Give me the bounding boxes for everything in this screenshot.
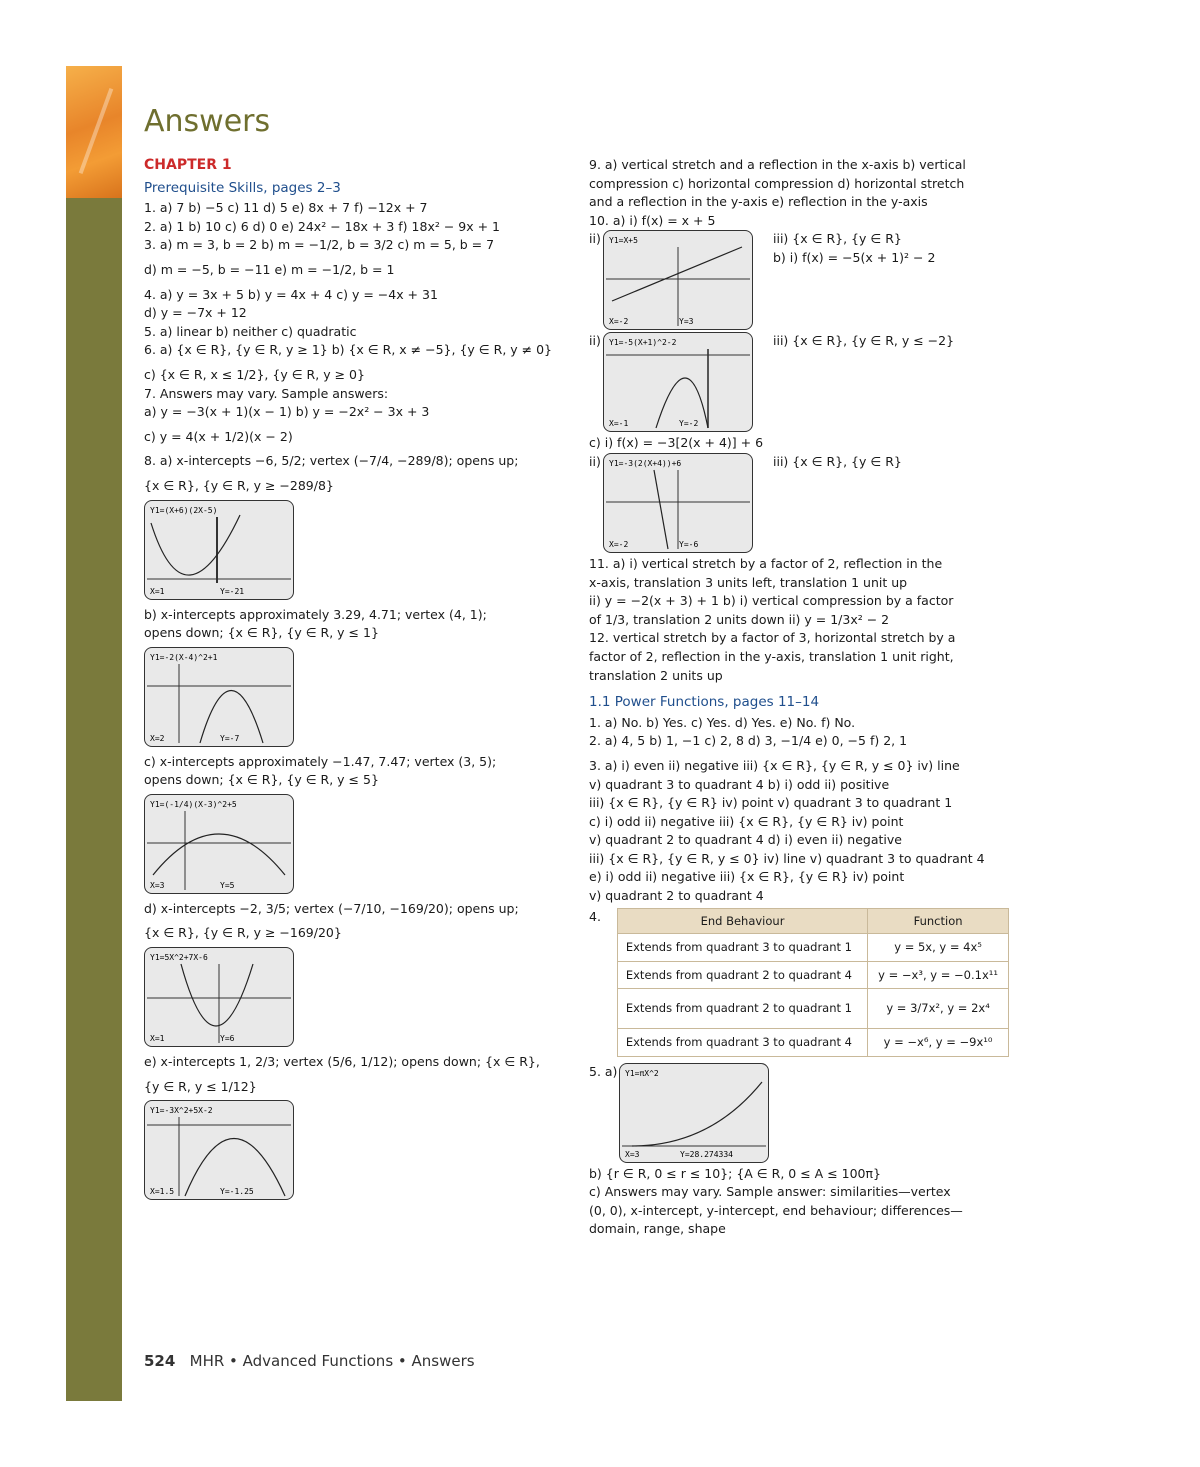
answer-line: opens down; {x ∈ R}, {y ∈ R, y ≤ 1} bbox=[144, 625, 379, 641]
calc-y-readout: Y=3 bbox=[679, 317, 694, 327]
answer-line: v) quadrant 2 to quadrant 4 d) i) even ii) negative bbox=[589, 832, 902, 848]
page-number: 524 bbox=[144, 1352, 176, 1370]
answer-line: factor of 2, reflection in the y-axis, translation 1 unit right, bbox=[589, 648, 954, 664]
calc-equation: Y1=-3(2(X+4))+6 bbox=[609, 458, 682, 468]
answer-line: d) y = −7x + 12 bbox=[144, 305, 247, 321]
graphing-calculator-screen bbox=[144, 647, 294, 747]
calc-y-readout: Y=-7 bbox=[220, 733, 240, 743]
answer-line: domain, range, shape bbox=[589, 1221, 726, 1237]
answer-line: b) {r ∈ R, 0 ≤ r ≤ 10}; {A ∈ R, 0 ≤ A ≤ 100π} bbox=[589, 1165, 881, 1181]
page-footer bbox=[144, 1352, 475, 1370]
answer-line: {x ∈ R}, {y ∈ R, y ≥ −289/8} bbox=[144, 477, 334, 493]
answer-line: b) i) f(x) = −5(x + 1)² − 2 bbox=[773, 249, 936, 265]
calc-y-readout: Y=-2 bbox=[679, 419, 699, 429]
answer-line: ii) y = −2(x + 3) + 1 b) i) vertical compression by a factor bbox=[589, 593, 954, 609]
answer-line: 10. a) i) f(x) = x + 5 bbox=[589, 212, 716, 228]
calc-y-readout: Y=28.274334 bbox=[680, 1149, 733, 1159]
section-heading: 1.1 Power Functions, pages 11–14 bbox=[589, 694, 820, 711]
answer-line: {y ∈ R, y ≤ 1/12} bbox=[144, 1078, 257, 1094]
graphing-calculator-screen bbox=[144, 500, 294, 600]
answer-line: of 1/3, translation 2 units down ii) y = 1/3x² − 2 bbox=[589, 611, 890, 627]
answer-line: 3. a) m = 3, b = 2 b) m = −1/2, b = 3/2 c) m = 5, b = 7 bbox=[144, 237, 495, 253]
answer-line: iii) {x ∈ R}, {y ∈ R, y ≤ 0} iv) line v) quadrant 3 to quadrant 4 bbox=[589, 850, 985, 866]
right-column: 9. a) vertical stretch and a reflection in the x-axis b) vertical compression c) horizontal compression d) horizontal stretch and a reflection in the y-axis e) reflection in the y-axis 10. a) i) f(x) = x + 5 ii) Y1=X+5 X=-2 Y=3 iii) {x ∈ R}, {y ∈ R} b) i) f(x) = −5(x + 1)² − 2 ii) Y1=-5(X+1)^2-2 X=-1 Y=-2 iii) {x ∈ R}, {y ∈ R, y ≤ −2} c) i) f(x) = −3[2(x + 4)] + 6 ii) Y1=-3(2(X+4))+6 X=-2 Y=-6 iii) {x ∈ R}, {y ∈ R} 11. a) i) vertical stretch by a factor of 2, reflection in the x-axis, translation 3 units left, translation 1 unit up ii) y = −2(x + 3) + 1 b) i) vertical compression by a factor of 1/3, translation 2 units down ii) y = 1/3x² − 2 12. vertical stretch by a factor of 3, horizontal stretch by a factor of 2, reflection in the y-axis, translation 1 unit right, translation 2 units up 1.1 Power Functions, pages 11–14 1. a) No. b) Yes. c) Yes. d) Yes. e) No. f) No. 2. a) 4, 5 b) 1, −1 c) 2, 8 d) 3, −1/4 e) 0, −5 f) 2, 1 3. a) i) even ii) negative iii) {x ∈ R}, {y ∈ R, y ≤ 0} iv) line v) quadrant 3 to quadrant 4 b) i) odd ii) positive iii) {x ∈ R}, {y ∈ R} iv) point v) quadrant 3 to quadrant 1 c) i) odd ii) negative iii) {x ∈ R}, {y ∈ R} iv) point v) quadrant 2 to quadrant 4 d) i) even ii) negative iii) {x ∈ R}, {y ∈ R, y ≤ 0} iv) line v) quadrant 3 to quadrant 4 e) i) odd ii) negative iii) {x ∈ R}, {y ∈ R} iv) point v) quadrant 2 to quadrant 4 4. End Behaviour Function Extends from quadrant 3 to quadrant 1 y = 5x, y = 4x⁵ Extends from quadrant 2 to quadrant 4 y = −x³, y = −0.1x¹¹ Extends from quadrant 2 to quadrant 1 y = 3/7x², y = 2x⁴ Extends from quadrant 3 to quadrant 4 y = −x⁶, y = −9x¹⁰ 5. a) Y1=πX^2 X=3 Y=28.274334 b) {r ∈ R, 0 ≤ r ≤ 10}; {A ∈ R, 0 ≤ A ≤ 100π} c) Answers may vary. Sample answer: similarities—vertex (0, 0), x-intercept, y-intercept, end behaviour; differences— domain, range, shape bbox=[589, 156, 1009, 1239]
calc-x-readout: X=3 bbox=[150, 880, 165, 890]
calc-x-readout: X=1.5 bbox=[150, 1187, 175, 1197]
answer-line: c) i) odd ii) negative iii) {x ∈ R}, {y ∈ R} iv) point bbox=[589, 813, 904, 829]
answer-line: 7. Answers may vary. Sample answers: bbox=[144, 385, 389, 401]
calc-equation: Y1=-3X^2+5X-2 bbox=[150, 1106, 213, 1116]
calc-y-readout: Y=-1.25 bbox=[220, 1187, 254, 1197]
answer-line: c) {x ∈ R, x ≤ 1/2}, {y ∈ R, y ≥ 0} bbox=[144, 366, 365, 382]
graphing-calculator-screen bbox=[144, 1100, 294, 1200]
calc-equation: Y1=-5(X+1)^2-2 bbox=[609, 338, 677, 348]
table-header: Function bbox=[868, 908, 1009, 934]
answer-line: 8. a) x-intercepts −6, 5/2; vertex (−7/4, −289/8); opens up; bbox=[144, 453, 519, 469]
calc-x-readout: X=-2 bbox=[609, 317, 629, 327]
answer-line: c) x-intercepts approximately −1.47, 7.47; vertex (3, 5); bbox=[144, 753, 497, 769]
answer-line: 1. a) 7 b) −5 c) 11 d) 5 e) 8x + 7 f) −12x + 7 bbox=[144, 200, 428, 216]
answer-line: v) quadrant 3 to quadrant 4 b) i) odd ii) positive bbox=[589, 776, 890, 792]
calc-y-readout: Y=-21 bbox=[220, 586, 245, 596]
answer-line: 1. a) No. b) Yes. c) Yes. d) Yes. e) No. f) No. bbox=[589, 714, 856, 730]
graphing-calculator-screen bbox=[603, 230, 753, 330]
answer-line: 3. a) i) even ii) negative iii) {x ∈ R}, {y ∈ R, y ≤ 0} iv) line bbox=[589, 757, 960, 773]
calc-y-readout: Y=5 bbox=[220, 880, 235, 890]
table-row: Extends from quadrant 2 to quadrant 4 y = −x³, y = −0.1x¹¹ bbox=[617, 961, 1008, 989]
calc-x-readout: X=1 bbox=[150, 1034, 165, 1044]
answer-line: (0, 0), x-intercept, y-intercept, end behaviour; differences— bbox=[589, 1202, 963, 1218]
answer-line: a) y = −3(x + 1)(x − 1) b) y = −2x² − 3x + 3 bbox=[144, 404, 430, 420]
answer-line: 6. a) {x ∈ R}, {y ∈ R, y ≥ 1} b) {x ∈ R, x ≠ −5}, {y ∈ R, y ≠ 0} bbox=[144, 342, 552, 358]
answer-line: 11. a) i) vertical stretch by a factor of 2, reflection in the bbox=[589, 555, 943, 571]
answer-line: 12. vertical stretch by a factor of 3, horizontal stretch by a bbox=[589, 630, 956, 646]
calc-y-readout: Y=6 bbox=[220, 1034, 235, 1044]
answer-line: and a reflection in the y-axis e) reflection in the y-axis bbox=[589, 194, 928, 210]
answer-line: c) i) f(x) = −3[2(x + 4)] + 6 bbox=[589, 435, 764, 451]
table-header: End Behaviour bbox=[617, 908, 867, 934]
chapter-heading: CHAPTER 1 bbox=[144, 157, 232, 173]
answer-line: 2. a) 4, 5 b) 1, −1 c) 2, 8 d) 3, −1/4 e) 0, −5 f) 2, 1 bbox=[589, 733, 908, 749]
answer-line: 5. a) linear b) neither c) quadratic bbox=[144, 323, 357, 339]
end-behaviour-table bbox=[617, 908, 1009, 1057]
answer-line: e) i) odd ii) negative iii) {x ∈ R}, {y ∈ R} iv) point bbox=[589, 869, 905, 885]
answer-line: d) m = −5, b = −11 e) m = −1/2, b = 1 bbox=[144, 261, 395, 277]
answer-line: c) y = 4(x + 1/2)(x − 2) bbox=[144, 428, 293, 444]
calc-equation: Y1=(X+6)(2X-5) bbox=[150, 505, 218, 515]
table-row: Extends from quadrant 3 to quadrant 1 y = 5x, y = 4x⁵ bbox=[617, 934, 1008, 962]
calc-x-readout: X=1 bbox=[150, 586, 165, 596]
prereq-heading: Prerequisite Skills, pages 2–3 bbox=[144, 179, 341, 196]
sidebar-orange-tab bbox=[66, 66, 122, 198]
footer-text: MHR • Advanced Functions • Answers bbox=[189, 1352, 475, 1370]
answer-line: iii) {x ∈ R}, {y ∈ R} bbox=[773, 453, 902, 469]
graphing-calculator-screen bbox=[603, 332, 753, 432]
answer-line: iii) {x ∈ R}, {y ∈ R, y ≤ −2} bbox=[773, 333, 955, 349]
answer-line: c) Answers may vary. Sample answer: similarities—vertex bbox=[589, 1184, 951, 1200]
answer-line: 2. a) 1 b) 10 c) 6 d) 0 e) 24x² − 18x + 3 f) 18x² − 9x + 1 bbox=[144, 218, 500, 234]
calc-x-readout: X=-1 bbox=[609, 419, 629, 429]
calc-equation: Y1=(-1/4)(X-3)^2+5 bbox=[150, 799, 237, 809]
calc-equation: Y1=X+5 bbox=[609, 236, 638, 246]
answer-line: x-axis, translation 3 units left, translation 1 unit up bbox=[589, 574, 908, 590]
calc-equation: Y1=πX^2 bbox=[625, 1068, 659, 1078]
calc-x-readout: X=-2 bbox=[609, 539, 629, 549]
calc-y-readout: Y=-6 bbox=[679, 539, 699, 549]
answer-line: 4. a) y = 3x + 5 b) y = 4x + 4 c) y = −4x + 31 bbox=[144, 286, 438, 302]
q5-label: 5. a) bbox=[589, 1063, 618, 1079]
answer-line: d) x-intercepts −2, 3/5; vertex (−7/10, −169/20); opens up; bbox=[144, 900, 519, 916]
answer-line: opens down; {x ∈ R}, {y ∈ R, y ≤ 5} bbox=[144, 772, 379, 788]
chapter-sidebar-bar bbox=[66, 66, 122, 1401]
answer-line: iii) {x ∈ R}, {y ∈ R} bbox=[773, 231, 902, 247]
answer-line: 9. a) vertical stretch and a reflection in the x-axis b) vertical bbox=[589, 157, 966, 172]
table-row: Extends from quadrant 3 to quadrant 4 y = −x⁶, y = −9x¹⁰ bbox=[617, 1029, 1008, 1057]
graphing-calculator-screen bbox=[144, 794, 294, 894]
calc-x-readout: X=2 bbox=[150, 733, 165, 743]
page-title: Answers bbox=[144, 104, 271, 139]
answer-line: b) x-intercepts approximately 3.29, 4.71; vertex (4, 1); bbox=[144, 606, 487, 622]
answer-line: translation 2 units up bbox=[589, 667, 723, 683]
answer-line: {x ∈ R}, {y ∈ R, y ≥ −169/20} bbox=[144, 925, 342, 941]
calc-equation: Y1=5X^2+7X-6 bbox=[150, 953, 208, 963]
answer-line: e) x-intercepts 1, 2/3; vertex (5/6, 1/12); opens down; {x ∈ R}, bbox=[144, 1054, 540, 1070]
answer-line: v) quadrant 2 to quadrant 4 bbox=[589, 888, 764, 904]
calc-equation: Y1=-2(X-4)^2+1 bbox=[150, 652, 218, 662]
graphing-calculator-screen bbox=[144, 947, 294, 1047]
graphing-calculator-screen bbox=[619, 1063, 769, 1163]
calc-x-readout: X=3 bbox=[625, 1149, 640, 1159]
answer-line: compression c) horizontal compression d) horizontal stretch bbox=[589, 175, 965, 191]
left-column bbox=[144, 156, 564, 1206]
answer-line: iii) {x ∈ R}, {y ∈ R} iv) point v) quadrant 3 to quadrant 1 bbox=[589, 795, 953, 811]
graphing-calculator-screen bbox=[603, 453, 753, 553]
table-row: Extends from quadrant 2 to quadrant 1 y = 3/7x², y = 2x⁴ bbox=[617, 989, 1008, 1029]
q4-label: 4. bbox=[589, 908, 601, 924]
